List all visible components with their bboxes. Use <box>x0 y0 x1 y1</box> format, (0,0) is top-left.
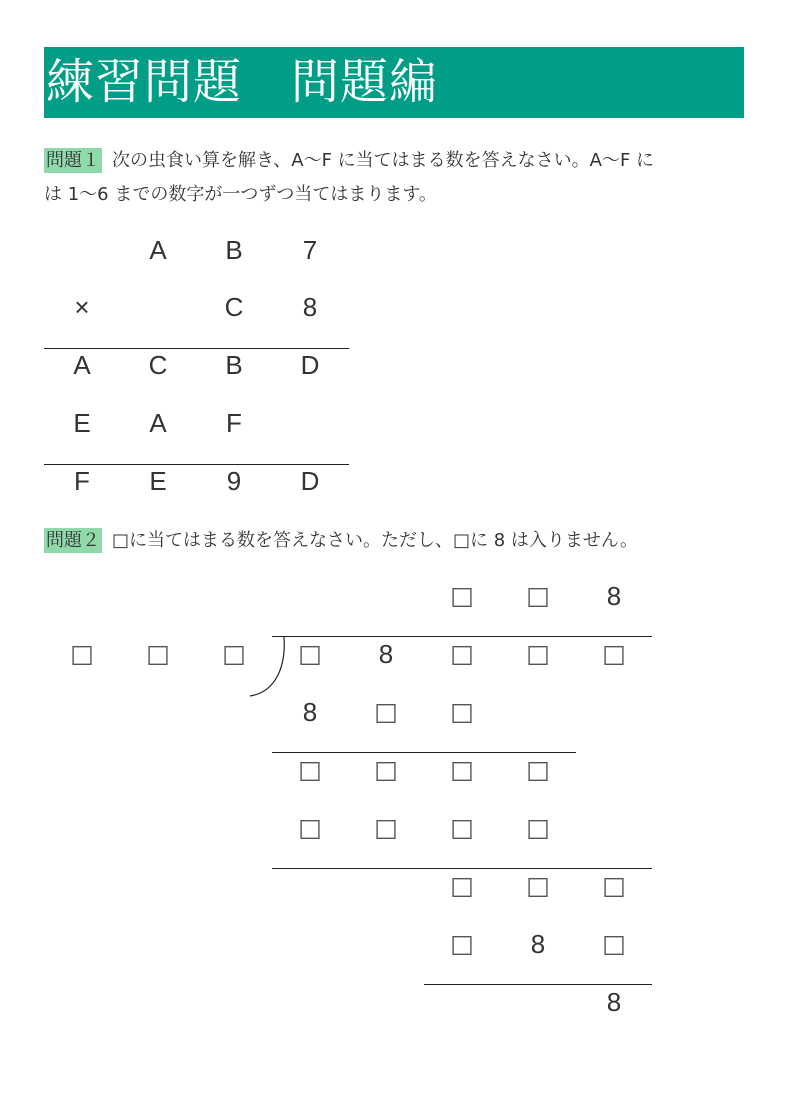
work-digit: □ <box>526 871 550 900</box>
division-line-3 <box>424 984 652 985</box>
work-digit: □ <box>298 813 322 842</box>
work-digit: □ <box>526 813 550 842</box>
q1-product-line <box>44 348 349 349</box>
division-line-1 <box>272 752 576 753</box>
quotient-digit: □ <box>450 581 474 610</box>
q1-cell: A <box>149 235 167 265</box>
question-2-text <box>44 524 744 558</box>
question-2-line: □に当てはまる数を答えなさい。ただし、□に 8 は入りません。 <box>112 530 638 551</box>
dividend-digit: □ <box>450 639 474 668</box>
question-2-label: 問題２ <box>46 530 100 551</box>
q1-cell: F <box>74 466 90 496</box>
q1-cell: C <box>148 350 168 380</box>
q1-cell: 8 <box>302 292 318 322</box>
work-digit: □ <box>374 697 398 726</box>
q1-cell: D <box>300 350 320 380</box>
divisor-digit: □ <box>146 639 170 668</box>
work-digit: □ <box>526 755 550 784</box>
q1-sum-line <box>44 464 349 465</box>
quotient-digit: 8 <box>606 581 622 611</box>
q1-cell: A <box>73 350 91 380</box>
work-digit: □ <box>450 813 474 842</box>
q1-cell: A <box>149 408 167 438</box>
division-line-2 <box>272 868 652 869</box>
dividend-digit: 8 <box>378 639 394 669</box>
title-banner <box>44 47 744 118</box>
quotient-digit: □ <box>526 581 550 610</box>
work-digit: 8 <box>530 929 546 959</box>
work-digit: 8 <box>606 987 622 1017</box>
work-digit: □ <box>450 697 474 726</box>
work-digit: □ <box>602 871 626 900</box>
work-digit: □ <box>374 813 398 842</box>
work-digit: □ <box>450 755 474 784</box>
question-1-line2: は 1〜6 までの数字が一つずつ当てはまります。 <box>44 184 437 205</box>
q1-cell: C <box>224 292 244 322</box>
work-digit: □ <box>374 755 398 784</box>
divisor-digit: □ <box>70 639 94 668</box>
question-1-label: 問題１ <box>46 150 100 171</box>
work-digit: □ <box>450 929 474 958</box>
q1-cell: 9 <box>226 466 242 496</box>
work-digit: □ <box>298 755 322 784</box>
q1-cell: B <box>225 235 243 265</box>
q1-cell: E <box>73 408 91 438</box>
q1-cell: B <box>225 350 243 380</box>
divisor-digit: □ <box>222 639 246 668</box>
work-digit: □ <box>602 929 626 958</box>
dividend-digit: □ <box>298 639 322 668</box>
q1-cell: 7 <box>302 235 318 265</box>
question-1-text <box>44 144 744 212</box>
q1-cell: D <box>300 466 320 496</box>
work-digit: 8 <box>302 697 318 727</box>
dividend-digit: □ <box>602 639 626 668</box>
work-digit: □ <box>450 871 474 900</box>
q1-cell: E <box>149 466 167 496</box>
division-bar <box>272 636 652 637</box>
question-1-line1: 次の虫食い算を解き、A〜F に当てはまる数を答えなさい。A〜F に <box>112 150 655 171</box>
page-title: 練習問題 問題編 <box>46 54 439 110</box>
dividend-digit: □ <box>526 639 550 668</box>
division-bracket <box>248 636 288 698</box>
q1-cell: F <box>226 408 242 438</box>
q1-cell: × <box>74 292 90 322</box>
